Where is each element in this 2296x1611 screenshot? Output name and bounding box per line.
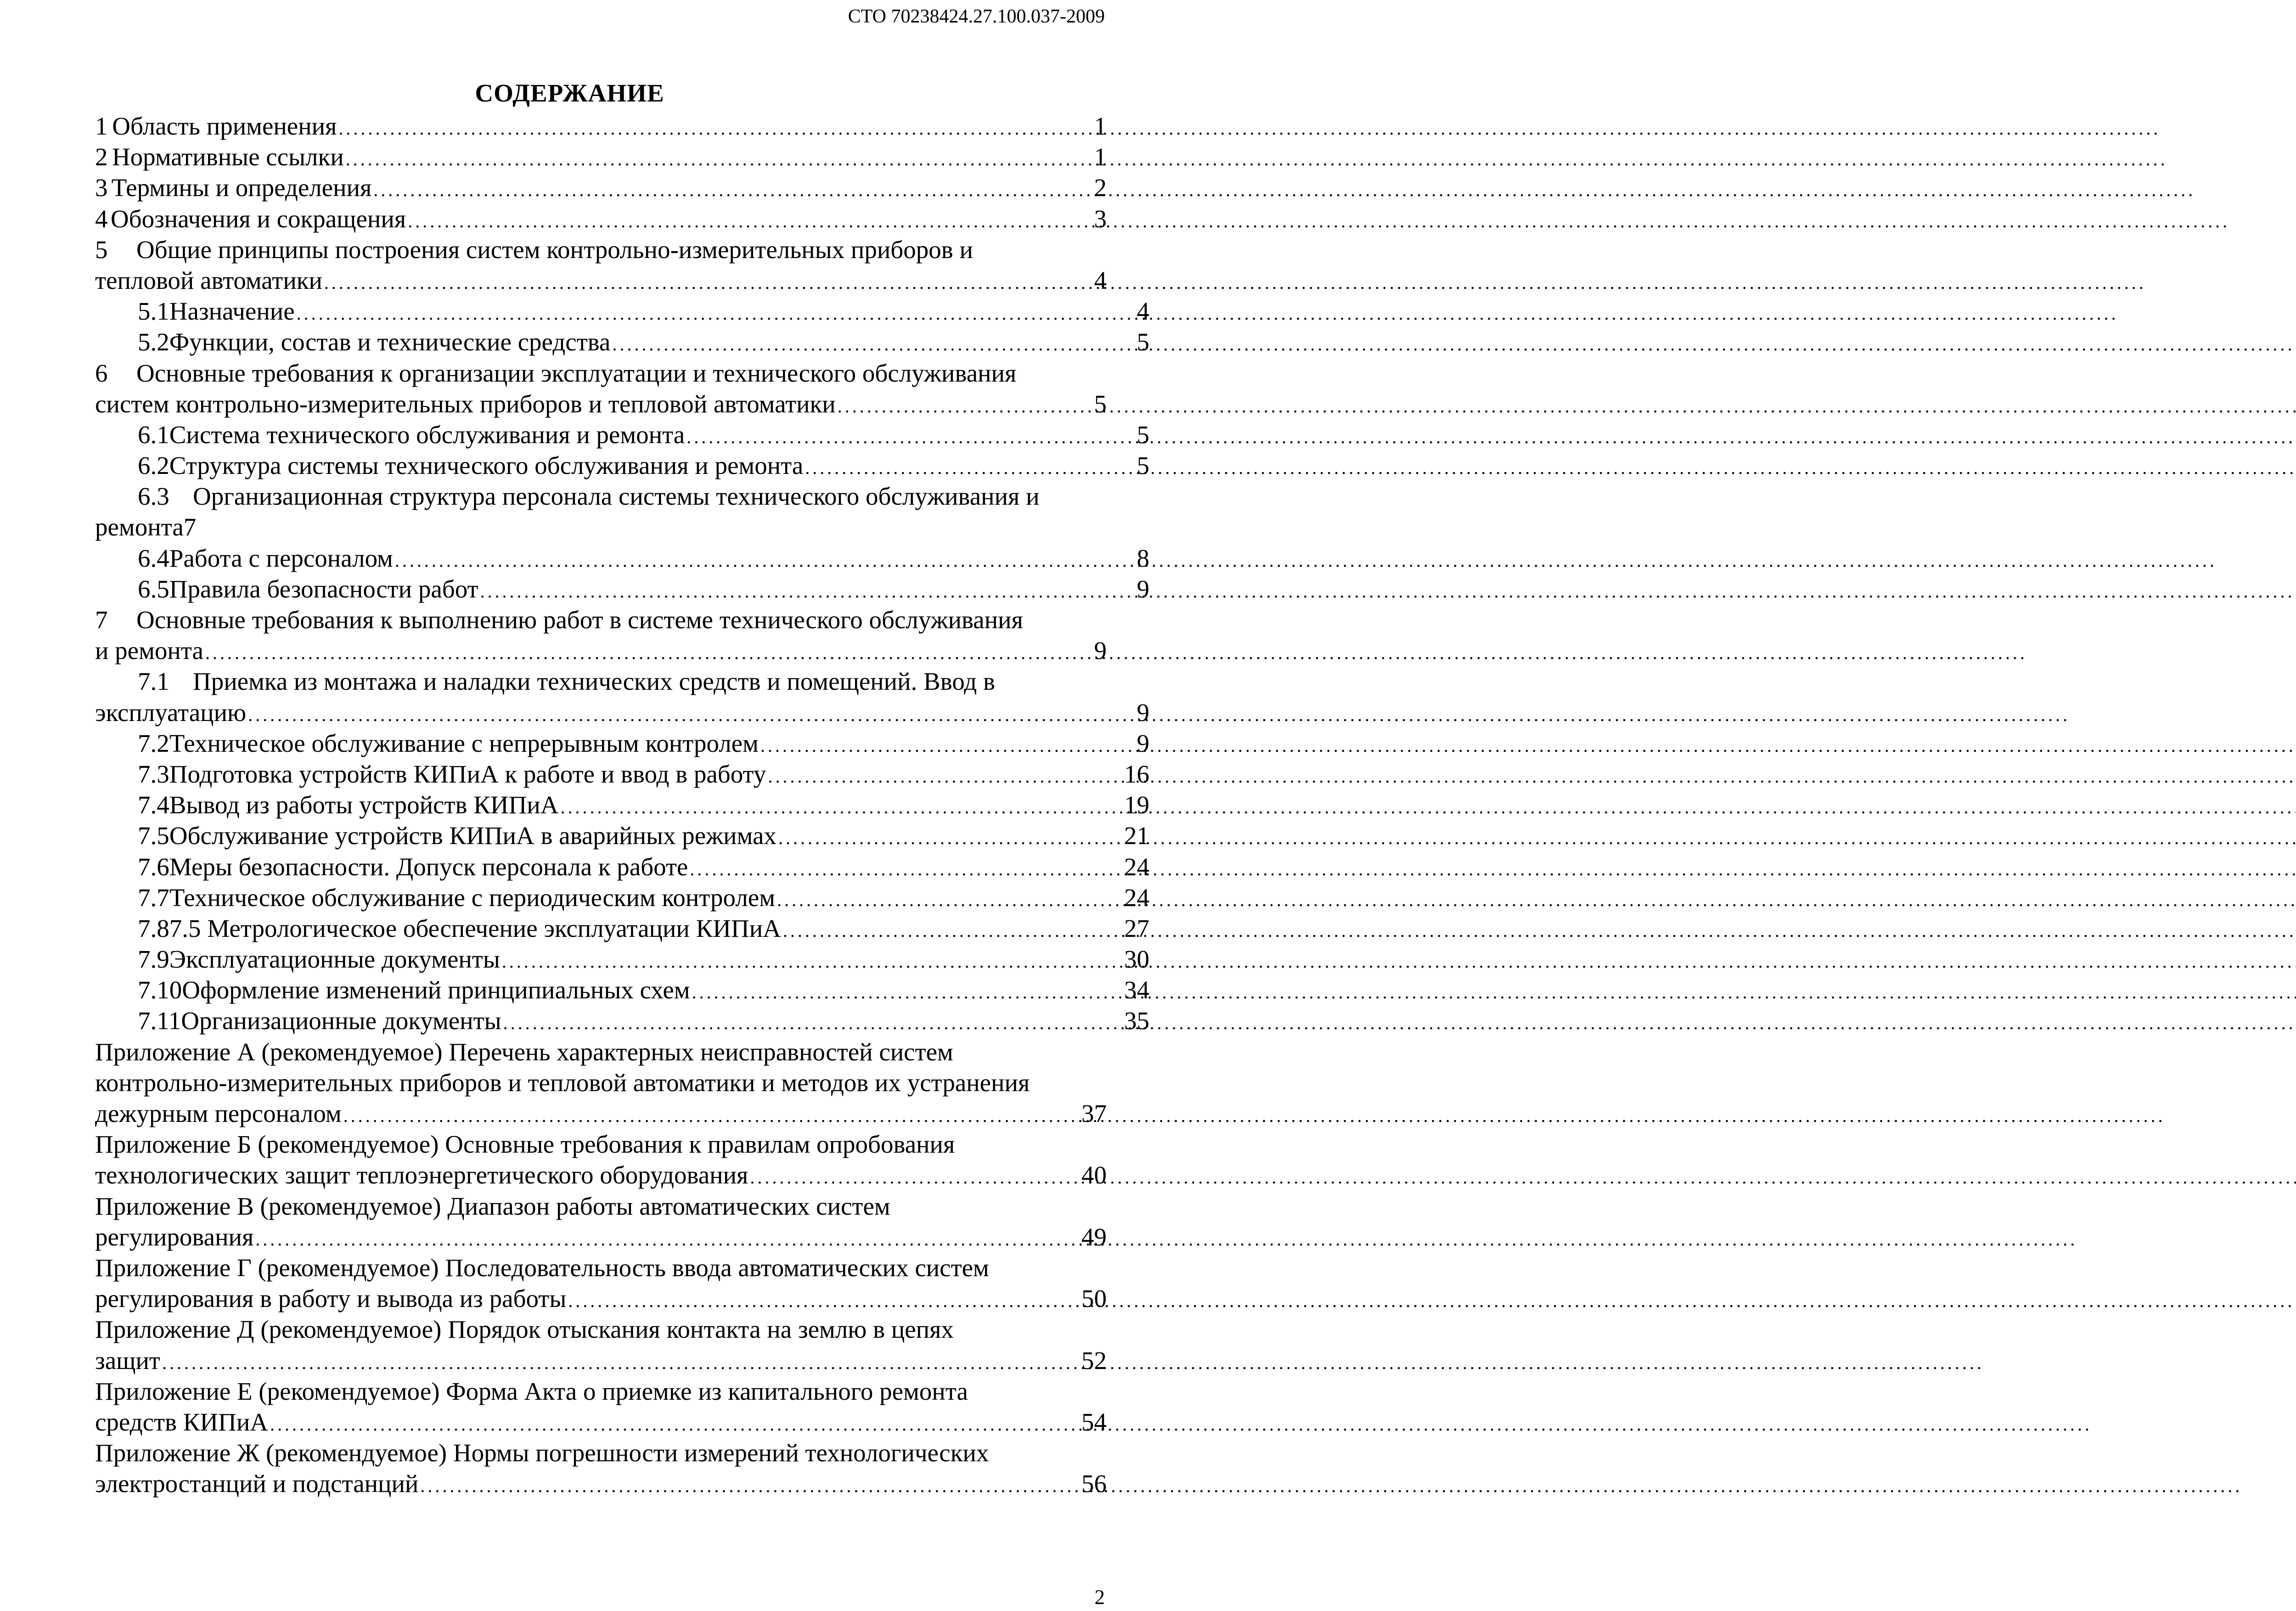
toc-entry-number: 2 <box>95 143 108 171</box>
toc-entry-number: 7.11 <box>138 1007 181 1035</box>
table-of-contents <box>95 111 1149 1499</box>
toc-entry-text: Приложение Е (рекомендуемое) Форма Акта о приемке из капитального ремонта <box>95 1377 968 1405</box>
toc-entry-text: тепловой автоматики <box>95 266 322 294</box>
dot-leader <box>502 944 1122 977</box>
toc-entry-text: Правила безопасности работ <box>169 575 478 603</box>
toc-entry-text: систем контрольно-измерительных приборов и тепловой автоматики <box>95 389 836 418</box>
toc-entry[interactable] <box>95 944 1149 974</box>
dot-leader <box>750 1160 1080 1193</box>
dot-leader <box>343 1098 1080 1131</box>
dot-leader <box>760 728 1135 761</box>
toc-entry-text: Функции, состав и технические средства <box>169 328 611 356</box>
dot-leader <box>270 1407 1080 1440</box>
toc-entry-text: Вывод из работы устройств КИПиА <box>169 791 559 819</box>
toc-entry[interactable] <box>95 882 1149 913</box>
toc-entry-text: Система технического обслуживания и ремонта <box>169 420 685 449</box>
toc-entry-number: 3 <box>95 174 108 202</box>
toc-entry-text: Приемка из монтажа и наладки технических средств и помещений. Ввод в <box>193 667 995 696</box>
toc-entry[interactable] <box>95 1036 1107 1129</box>
toc-entry-page: 34 <box>1124 976 1149 1004</box>
dot-leader <box>420 1468 1080 1501</box>
toc-entry-page: 30 <box>1124 945 1149 974</box>
toc-entry-page: 5 <box>1094 389 1107 418</box>
toc-entry-page: 24 <box>1124 883 1149 912</box>
toc-entry-text: электростанций и подстанций <box>95 1470 419 1498</box>
dot-leader <box>373 172 1092 205</box>
toc-entry-text: Основные требования к организации эксплуатации и технического обслуживания <box>136 359 1017 387</box>
toc-entry-number: 7.10 <box>138 976 182 1004</box>
toc-entry-page: 40 <box>1081 1161 1107 1189</box>
document-code-header: СТО 70238424.27.100.037-2009 <box>848 6 1105 27</box>
toc-entry[interactable] <box>95 1005 1149 1036</box>
toc-entry[interactable] <box>95 172 1107 203</box>
toc-entry-text: Приложение А (рекомендуемое) Перечень характерных неисправностей систем <box>95 1037 953 1066</box>
toc-entry-text: Приложение Б (рекомендуемое) Основные требования к правилам опробования <box>95 1130 955 1159</box>
toc-entry-text: регулирования в работу и вывода из работы <box>95 1284 567 1313</box>
toc-entry-number: 5 <box>95 235 108 264</box>
toc-entry-page: 16 <box>1124 760 1149 788</box>
dot-leader <box>612 327 1135 360</box>
toc-entry-text: и ремонта <box>95 637 203 665</box>
toc-entry-text: Подготовка устройств КИПиА к работе и ввод в работу <box>169 760 766 788</box>
toc-entry-text: Приложение Г (рекомендуемое) Последовательность ввода автоматических систем <box>95 1253 989 1282</box>
toc-entry-page: 27 <box>1124 914 1149 942</box>
toc-entry[interactable] <box>95 450 1149 481</box>
toc-entry-page: 19 <box>1124 791 1149 819</box>
dot-leader <box>838 389 1092 422</box>
toc-entry-text: ремонта7 <box>95 513 197 541</box>
dot-leader <box>777 882 1122 915</box>
toc-entry-page: 5 <box>1137 328 1149 356</box>
toc-entry-text: Приложение В (рекомендуемое) Диапазон работы автоматических систем <box>95 1192 890 1220</box>
toc-entry-text: Назначение <box>169 297 295 326</box>
dot-leader <box>297 296 1135 329</box>
toc-entry-text: Работа с персоналом <box>169 544 393 572</box>
toc-entry-number: 7.7 <box>138 883 169 912</box>
toc-entry-text: защит <box>95 1346 160 1374</box>
toc-entry-text: Техническое обслуживание с непрерывным контролем <box>169 729 759 757</box>
toc-entry-text: технологических защит теплоэнергетического оборудования <box>95 1161 748 1189</box>
toc-entry[interactable] <box>95 203 1107 234</box>
toc-entry[interactable] <box>95 111 1107 141</box>
toc-entry[interactable] <box>95 728 1149 759</box>
toc-entry[interactable] <box>95 1314 1107 1375</box>
toc-entry[interactable] <box>95 234 1107 296</box>
toc-entry-number: 7.4 <box>138 791 169 819</box>
toc-entry-text: Область применения <box>112 112 337 140</box>
toc-entry-text: Оформление изменений принципиальных схем <box>182 976 690 1004</box>
dot-leader <box>692 974 1122 1008</box>
toc-entry-number: 7.6 <box>138 852 169 881</box>
dot-leader <box>205 635 1092 668</box>
toc-entry-page: 24 <box>1124 852 1149 881</box>
page-number: 2 <box>1094 1586 1105 1609</box>
toc-entry[interactable] <box>95 296 1149 327</box>
toc-entry-text: Структура системы технического обслуживания и ремонта <box>169 451 804 480</box>
toc-entry-number: 5.1 <box>138 297 169 326</box>
toc-entry-number: 7 <box>95 606 108 634</box>
dot-leader <box>568 1283 1080 1316</box>
dot-leader <box>480 574 1135 607</box>
toc-entry-text: Нормативные ссылки <box>112 143 344 171</box>
toc-entry[interactable] <box>95 574 1149 604</box>
toc-entry-number: 4 <box>95 204 108 233</box>
toc-entry-number: 6.2 <box>138 451 169 480</box>
toc-entry-text: средств КИПиА <box>95 1408 269 1436</box>
toc-entry-page: 4 <box>1094 266 1107 294</box>
dot-leader <box>338 111 1092 144</box>
toc-entry-page: 8 <box>1137 544 1149 572</box>
toc-entry[interactable] <box>95 789 1149 820</box>
page-title: СОДЕРЖАНИЕ <box>475 79 664 107</box>
dot-leader <box>560 789 1122 822</box>
toc-entry[interactable] <box>95 851 1149 882</box>
toc-entry-text: Приложение Ж (рекомендуемое) Нормы погрешности измерений технологических <box>95 1439 989 1467</box>
toc-entry-page: 35 <box>1124 1007 1149 1035</box>
toc-entry[interactable] <box>95 1129 1107 1190</box>
toc-entry-page: 1 <box>1094 143 1107 171</box>
toc-entry-text: Общие принципы построения систем контрольно-измерительных приборов и <box>136 235 973 264</box>
toc-entry-text: Организационные документы <box>181 1007 501 1035</box>
toc-entry-page: 50 <box>1081 1284 1107 1313</box>
toc-entry-number: 6.4 <box>138 544 169 572</box>
toc-entry[interactable] <box>95 358 1107 419</box>
toc-entry-page: 21 <box>1124 822 1149 850</box>
toc-entry[interactable] <box>95 974 1149 1005</box>
toc-entry-text: Эксплуатационные документы <box>169 945 500 974</box>
toc-entry-number: 6.5 <box>138 575 169 603</box>
toc-entry[interactable] <box>95 820 1149 851</box>
toc-entry-page: 9 <box>1137 575 1149 603</box>
dot-leader <box>162 1345 1080 1378</box>
toc-entry-text: дежурным персоналом <box>95 1099 342 1127</box>
toc-entry-text: Основные требования к выполнению работ в системе технического обслуживания <box>136 606 1023 634</box>
toc-entry-text: эксплуатацию <box>95 698 247 727</box>
toc-entry-text: Термины и определения <box>111 174 372 202</box>
toc-entry[interactable] <box>95 1437 1107 1499</box>
toc-entry-text: Обслуживание устройств КИПиА в аварийных режимах <box>169 822 777 850</box>
toc-entry[interactable] <box>95 1191 1107 1252</box>
toc-entry-page: 9 <box>1137 729 1149 757</box>
dot-leader <box>687 419 1135 452</box>
toc-entry-page: 4 <box>1137 297 1149 326</box>
dot-leader <box>778 820 1122 853</box>
toc-entry-number: 6.3 <box>138 482 169 511</box>
toc-entry-page: 52 <box>1081 1346 1107 1374</box>
toc-entry-text: Меры безопасности. Допуск персонала к работе <box>169 852 688 881</box>
dot-leader <box>346 141 1092 175</box>
toc-entry-page: 54 <box>1081 1408 1107 1436</box>
toc-entry-number: 7.3 <box>138 760 169 788</box>
toc-entry[interactable] <box>95 759 1149 789</box>
toc-entry[interactable] <box>95 666 1149 727</box>
toc-entry[interactable] <box>95 481 1149 542</box>
dot-leader <box>805 450 1135 483</box>
dot-leader <box>255 1222 1080 1255</box>
toc-entry[interactable] <box>95 141 1107 172</box>
dot-leader <box>783 913 1122 946</box>
toc-entry-number: 7.5 <box>138 822 169 850</box>
toc-entry-page: 9 <box>1094 637 1107 665</box>
toc-entry-page: 49 <box>1081 1222 1107 1251</box>
toc-entry-text: Техническое обслуживание с периодическим контролем <box>169 883 775 912</box>
dot-leader <box>408 203 1092 237</box>
dot-leader <box>690 851 1122 884</box>
toc-entry-text: регулирования <box>95 1222 254 1251</box>
toc-entry-text: Обозначения и сокращения <box>110 204 406 233</box>
toc-entry-text: 7.5 Метрологическое обеспечение эксплуатации КИПиА <box>169 914 781 942</box>
toc-entry-text: Приложение Д (рекомендуемое) Порядок отыскания контакта на землю в цепях <box>95 1315 954 1344</box>
toc-entry-text: контрольно-измерительных приборов и тепловой автоматики и методов их устранения <box>95 1068 1030 1097</box>
toc-entry-number: 5.2 <box>138 328 169 356</box>
dot-leader <box>768 759 1122 792</box>
toc-entry-page: 3 <box>1094 204 1107 233</box>
dot-leader <box>324 265 1092 298</box>
toc-entry-page: 1 <box>1094 112 1107 140</box>
toc-entry[interactable] <box>95 913 1149 944</box>
toc-entry-number: 7.9 <box>138 945 169 974</box>
toc-entry-number: 7.8 <box>138 914 169 942</box>
toc-entry-page: 37 <box>1081 1099 1107 1127</box>
toc-entry-page: 5 <box>1137 420 1149 449</box>
toc-entry-page: 56 <box>1081 1470 1107 1498</box>
toc-entry[interactable] <box>95 1376 1107 1437</box>
toc-entry[interactable] <box>95 327 1149 357</box>
toc-entry-page: 2 <box>1094 174 1107 202</box>
toc-entry[interactable] <box>95 1252 1107 1314</box>
toc-entry-number: 7.1 <box>138 667 169 696</box>
toc-entry-number: 6 <box>95 359 108 387</box>
toc-entry-text: Организационная структура персонала системы технического обслуживания и <box>193 482 1040 511</box>
dot-leader <box>248 697 1135 730</box>
toc-entry[interactable] <box>95 604 1107 666</box>
toc-entry-number: 7.2 <box>138 729 169 757</box>
toc-entry-page: 5 <box>1137 451 1149 480</box>
dot-leader <box>503 1005 1122 1038</box>
toc-entry[interactable] <box>95 543 1149 574</box>
dot-leader <box>395 543 1135 576</box>
toc-entry[interactable] <box>95 419 1149 450</box>
toc-entry-number: 1 <box>95 112 108 140</box>
toc-entry-number: 6.1 <box>138 420 169 449</box>
toc-entry-page: 9 <box>1137 698 1149 727</box>
